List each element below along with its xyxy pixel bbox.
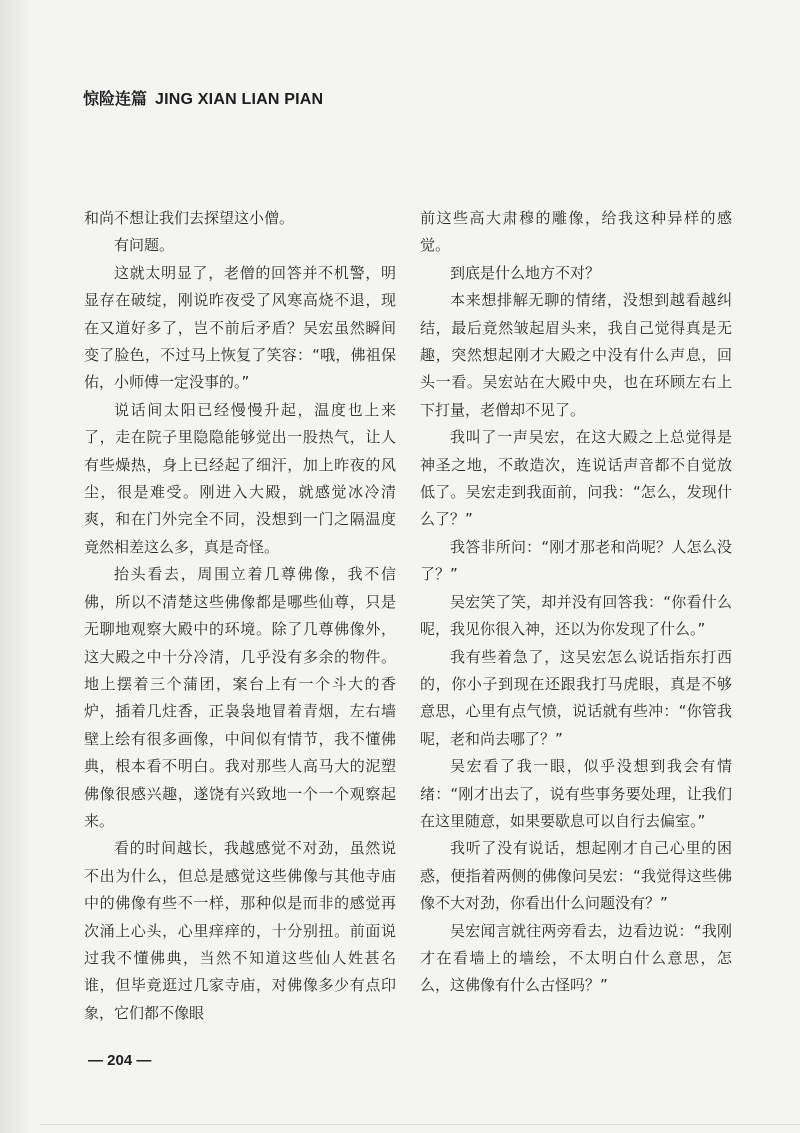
header-title-zh: 惊险连篇 (83, 89, 148, 108)
paragraph: 本来想排解无聊的情绪，没想到越看越纠结，最后竟然皱起眉头来，我自己觉得真是无趣，突然想起刚才大殿之中没有什么声息，回头一看。吴宏站在大殿中央，也在环顾左右上下打量，老僧却不见了。 (420, 291, 732, 419)
paragraph: 我有些着急了，这吴宏怎么说话指东打西的，你小子到现在还跟我打马虎眼，真是不够意思，心里有点气愤，说话就有些冲：“你管我呢，老和尚去哪了？” (420, 647, 732, 748)
running-header (83, 86, 323, 109)
paragraph: 说话间太阳已经慢慢升起，温度也上来了，走在院子里隐隐能够觉出一股热气，让人有些燥热，身上已经起了细汗，加上昨夜的风尘，很是难受。刚进入大殿，就感觉冰冷清爽，和在门外完全不同，没想到一门之隔温度竟然相差这么多，真是奇怪。 (84, 400, 396, 556)
paragraph: 前这些高大肃穆的雕像，给我这种异样的感觉。 (420, 209, 732, 255)
paragraph: 看的时间越长，我越感觉不对劲，虽然说不出为什么，但总是感觉这些佛像与其他寺庙中的佛像有些不一样，那种似是而非的感觉再次涌上心头，心里痒痒的，十分别扭。前面说过我不懂佛典，当然不知道这些仙人姓甚名谁，但毕竟逛过几家寺庙，对佛像多少有点印象，它们都不像眼 (84, 839, 396, 1022)
paragraph: 吴宏看了我一眼，似乎没想到我会有情绪：“刚才出去了，说有些事务要处理，让我们在这里随意，如果要歇息可以自行去偏室。” (420, 757, 732, 830)
scan-bottom-edge (40, 1124, 800, 1125)
paragraph: 吴宏笑了笑，却并没有回答我：“你看什么呢，我见你很入神，还以为你发现了什么。” (420, 592, 732, 639)
scan-edge-shadow (0, 0, 32, 1133)
paragraph: 到底是什么地方不对？ (450, 263, 601, 282)
paragraph: 抬头看去，周围立着几尊佛像，我不信佛，所以不清楚这些佛像都是哪些仙尊，只是无聊地观察大殿中的环境。除了几尊佛像外，这大殿之中十分冷清，几乎没有多余的物件。地上摆着三个蒲团，案台上有一个斗大的香炉，插着几炷香，正袅袅地冒着青烟，左右墙壁上绘有很多画像，中间似有情节，我不懂佛典，根本看不明白。我对那些人高马大的泥塑佛像很感兴趣，遂饶有兴致地一个一个观察起来。 (84, 565, 396, 830)
paragraph: 有问题。 (114, 236, 175, 255)
header-title-en: JING XIAN LIAN PIAN (155, 91, 324, 108)
left-text-column (84, 205, 396, 1027)
paragraph: 和尚不想让我们去探望这小僧。 (84, 209, 295, 227)
paragraph: 我听了没有说话，想起刚才自己心里的困惑，便指着两侧的佛像问吴宏：“我觉得这些佛像不大对劲，你看出什么问题没有？” (420, 839, 732, 913)
paragraph: 这就太明显了，老僧的回答并不机警，明显存在破绽，刚说昨夜受了风寒高烧不退，现在又道好多了，岂不前后矛盾？吴宏虽然瞬间变了脸色，不过马上恢复了笑容：“哦，佛祖保佑，小师傅一定没事的。” (84, 263, 396, 392)
paragraph: 我答非所问：“刚才那老和尚呢？人怎么没了？” (420, 537, 732, 584)
paragraph: 吴宏闻言就往两旁看去，边看边说：“我刚才在看墙上的墙绘，不太明白什么意思，怎么，这佛像有什么古怪吗？” (420, 921, 732, 995)
paragraph: 我叫了一声吴宏，在这大殿之上总觉得是神圣之地，不敢造次，连说话声音都不自觉放低了。吴宏走到我面前，问我：“怎么，发现什么了？” (420, 428, 732, 529)
right-text-column (420, 205, 732, 1000)
page-number: — 204 — (88, 1052, 152, 1069)
